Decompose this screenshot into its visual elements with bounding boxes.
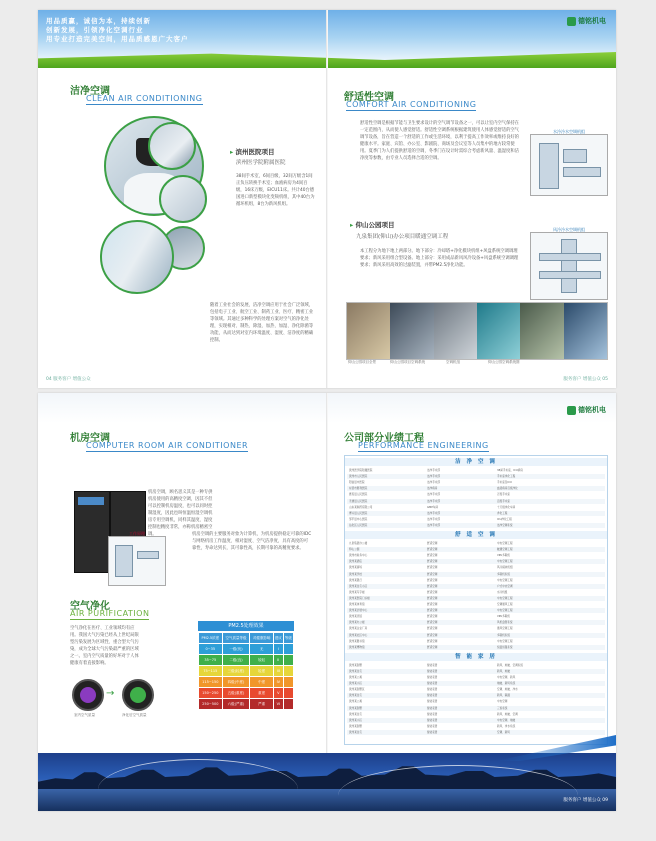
performance-cell: 十万级净化车间 xyxy=(497,505,516,509)
performance-cell: 洁净手术部 xyxy=(427,481,440,485)
diagram2-label: 风冷冷水空调机组 xyxy=(553,227,585,232)
performance-row xyxy=(347,572,605,577)
pm-cell: III xyxy=(273,666,283,677)
performance-cell: 滨州某学校 xyxy=(349,572,362,576)
pm-cell: 35~75 xyxy=(199,655,223,666)
performance-cell: 惠民县人民医院 xyxy=(349,493,368,497)
performance-cell: 中央空调 xyxy=(497,700,508,704)
performance-title: 公司部分业绩工程 xyxy=(344,433,424,444)
performance-cell: 智能家居 xyxy=(427,663,438,667)
performance-cell: 滨州某住宅 xyxy=(349,730,362,734)
pm-cell xyxy=(283,644,293,655)
performance-row xyxy=(347,639,605,644)
computer-room-title: 机房空调 xyxy=(70,433,110,444)
pm-header: 建议 xyxy=(273,633,283,644)
performance-cell: 邹平县中心医院 xyxy=(349,517,368,521)
arrow-right-icon: ▸ xyxy=(230,148,234,156)
pm-cell: 二级(良) xyxy=(222,655,250,666)
performance-cell: 智能家居 xyxy=(427,712,438,716)
performance-cell: 滨州某住宅 xyxy=(349,712,362,716)
performance-table xyxy=(344,455,608,745)
performance-cell: 滨州某酒店 xyxy=(349,560,362,564)
page-footer-09: 服务客户 增值公众 09 xyxy=(563,798,608,803)
photo-caption-4: 仰山公园空调系统图 xyxy=(488,360,520,364)
strip-photo-6 xyxy=(564,303,607,359)
performance-cell: 滨州某公寓 xyxy=(349,676,362,679)
corridor-photo xyxy=(100,220,174,294)
performance-cell: 舒适空调 xyxy=(427,603,438,606)
pm-cell: 一级(优) xyxy=(222,644,250,655)
performance-section-header: 洁 净 空 调 xyxy=(345,458,607,466)
performance-cell: 中央空调工程 xyxy=(497,560,513,564)
performance-cell: 风冷模块机组 xyxy=(497,566,513,570)
performance-cell: 空调、地暖、净水 xyxy=(497,688,518,692)
performance-title-en: PERFORMANCE ENGINEERING xyxy=(358,441,489,450)
spread-clean-comfort xyxy=(38,10,616,388)
performance-cell: 风机盘管系统 xyxy=(497,621,513,625)
air-purification-text: 空气净化在医疗、工业领域均有应用。我国大气污染已经从上世纪局限型污染发展为区域性、重合型大气污染，成为全球大气污染最严重的区域之一。室内空气质量的好坏对于人体健康有着直接影响。 xyxy=(70,626,139,666)
strip-photo-5 xyxy=(520,303,563,359)
photo-caption-2: 仰山公园项目空调系统 xyxy=(390,360,425,364)
performance-cell: 滨州某小区 xyxy=(349,682,362,686)
performance-row xyxy=(347,468,605,473)
performance-row xyxy=(347,614,605,619)
slogan-1: 用品质赢，诚信为本，持续创新 xyxy=(46,17,151,25)
performance-row xyxy=(347,517,605,522)
performance-cell: 万级手术室 xyxy=(497,493,510,497)
performance-cell: 新风、地暖、空调 xyxy=(497,712,518,716)
performance-row xyxy=(347,523,605,528)
performance-cell: 洁净手术部 xyxy=(427,469,440,472)
pm-cell: 严重 xyxy=(250,699,273,710)
page-footer-05: 服务客户 增值公众 05 xyxy=(563,377,608,382)
performance-cell: 洁净手术部 xyxy=(427,499,440,503)
logo-text: 德铭机电 xyxy=(578,17,606,25)
performance-cell: 智能家居 xyxy=(427,730,438,734)
indicator-good xyxy=(130,687,146,703)
computer-room-title-en: COMPUTER ROOM AIR CONDITIONER xyxy=(86,441,249,450)
company-logo xyxy=(567,16,606,26)
performance-cell: 舒适空调 xyxy=(427,548,438,552)
performance-cell: 洁净病房 xyxy=(427,487,438,491)
performance-cell: 洁净手术部 xyxy=(427,517,440,521)
performance-cell: 滨州某别墅区 xyxy=(349,688,365,692)
performance-cell: 暖通空调工程 xyxy=(497,548,513,552)
performance-cell: 中央空调工程 xyxy=(497,639,513,643)
pm-cell: 250~500 xyxy=(199,699,223,710)
performance-row xyxy=(347,633,605,638)
pm-cell: 六级(严重) xyxy=(222,699,250,710)
performance-cell: 空调、新风 xyxy=(497,730,510,734)
performance-cell: 舒适空调 xyxy=(427,542,438,545)
performance-cell: 舒适空调 xyxy=(427,615,438,619)
project-name-yangshan: 九泉集团(仰山)办公项目暖通空调工程 xyxy=(356,234,449,240)
performance-row xyxy=(347,730,605,735)
performance-cell: 通风空调工程 xyxy=(497,627,513,631)
performance-cell: 九泉集团办公楼 xyxy=(349,542,368,545)
diagram-tower xyxy=(539,143,559,189)
pm-row xyxy=(199,666,294,677)
performance-cell: 滨州某别墅 xyxy=(349,724,362,728)
performance-cell: 地暖、新风系统 xyxy=(497,682,516,686)
working-principle-diagram xyxy=(108,531,166,586)
performance-cell: 滨州某博物馆 xyxy=(349,645,365,649)
performance-cell: 滨州某别墅 xyxy=(349,706,362,710)
performance-cell: VRV多联机 xyxy=(497,554,510,558)
performance-cell: 滨州某住宅小区 xyxy=(349,584,368,588)
performance-cell: 智能家居 xyxy=(427,718,438,722)
clean-ac-intro: 随着工业社会的发展，洁净空调应用于社会广泛领域，包括电子工业、航空工业、制药工业、医疗、精密工业等领域。其通过多种科学的处理方案对空气的净化处理，实现相对、制热、除湿、加热、加湿、净化除菌等功能，从而达到对室内环境温度、湿度、洁净度的精确控制。 xyxy=(210,303,314,343)
performance-row xyxy=(347,505,605,510)
pm-row xyxy=(199,677,294,688)
pm-cell: 重度 xyxy=(250,688,273,699)
performance-cell: 新风、地暖、空调系统 xyxy=(497,663,523,667)
performance-cell: 新风、地暖 xyxy=(497,669,510,673)
pm-header: 等级 xyxy=(283,633,293,644)
pm-cell: VI xyxy=(273,699,283,710)
performance-cell: 洁净空调系统 xyxy=(497,523,513,527)
performance-cell: 智能家居 xyxy=(427,694,438,698)
performance-cell: 新风、净水系统 xyxy=(497,724,516,728)
performance-cell: 滨州某图书馆 xyxy=(349,639,365,643)
performance-cell: 智能家居 xyxy=(427,669,438,673)
company-logo-2 xyxy=(567,405,606,415)
pm-cell xyxy=(283,688,293,699)
pm-cell xyxy=(283,677,293,688)
performance-cell: 滨州市政务中心 xyxy=(349,554,368,558)
performance-cell: 滨州某住宅 xyxy=(349,694,362,698)
pm-cell xyxy=(283,655,293,666)
arrow-right-icon: → xyxy=(106,688,115,699)
performance-cell: 中央空调工程 xyxy=(497,578,513,582)
performance-cell: 博兴县人民医院 xyxy=(349,511,368,515)
performance-cell: 智能家居 xyxy=(427,676,438,679)
performance-row xyxy=(347,608,605,613)
performance-cell: 三恒系统 xyxy=(497,706,508,710)
pm-cell: 较轻 xyxy=(250,655,273,666)
performance-row xyxy=(347,712,605,717)
performance-row xyxy=(347,499,605,504)
performance-cell: 洁净手术部 xyxy=(427,511,440,515)
performance-cell: 滨州某宾馆 xyxy=(349,615,362,619)
pm-cell: 中度 xyxy=(250,677,273,688)
water-cooled-diagram xyxy=(530,129,608,196)
diagram-label: 工作原理 xyxy=(129,531,145,536)
performance-cell: 仰山公园 xyxy=(349,548,360,552)
performance-row xyxy=(347,541,605,546)
project-text-binzhou: 38间手术室，6间百级，32间万级含1间正负压转换手术室；血液病房为4间百级，16床万级，EICU11床。共计40台德国进口新型模块化变频机组，其中40台为循环机组，8台为新风机组。 xyxy=(236,174,315,207)
performance-row xyxy=(347,620,605,625)
pm-cell: 无 xyxy=(250,644,273,655)
project-text-yangshan: 本工程分为地下地上两部分。地下部分：冷却塔+净化模块机组+风盘系统空调调理要求；新风采用组合型设备。地上部分：采用成品新风风冷设备+风盘系统空调调理要求；新风采用高效的过滤装置，并带PM2.5净化功能。 xyxy=(360,249,519,268)
page-fold xyxy=(326,10,328,388)
performance-cell: 舒适空调 xyxy=(427,578,438,582)
computer-room-text-1: 机房空调，顾名思义其是一种专供机房使用的高精度空调，因其不但可以控制机房温度，也可以同时控制湿度，因此也叫恒温恒湿空调机房专用空调机，同样其温度、湿度控制也精度非常，亦称机房精密空调。 xyxy=(148,490,213,537)
cabinet-display xyxy=(78,497,104,505)
performance-cell: 净化工程 xyxy=(497,511,508,515)
pm25-title: PM2.5处理效果 xyxy=(198,621,294,631)
pm-cell: 四级(中度) xyxy=(222,677,250,688)
performance-row xyxy=(347,718,605,723)
photo-caption-1: 仰山公园项目全景 xyxy=(348,360,376,364)
performance-row xyxy=(347,663,605,668)
purifier-before xyxy=(72,679,104,711)
performance-cell: 滨州某写字楼 xyxy=(349,590,365,594)
computer-room-text-2: 机房空调的主要服务对象为计算机，为机房提供稳定可靠的IDC与网络机房工作温度、相对湿度、空气洁净度，具有高度的可靠性，寿命达到长，其可靠性高，长期可靠的高精度要求。 xyxy=(192,532,312,551)
performance-cell: 智能家居 xyxy=(427,700,438,704)
strip-photo-1 xyxy=(347,303,390,359)
diagram-riser xyxy=(561,239,577,293)
performance-cell: 舒适空调 xyxy=(427,645,438,649)
slogan-3: 用专业打造完美空间，用品质感恩广大客户 xyxy=(46,35,189,43)
comfort-ac-intro: 舒适性空调是根据节能与卫生要求设计的空气调节设备之一，可以让室内空气保持在一定范围内，从而使人感觉舒适。舒适性空调系统根据建筑使用人体感觉舒适的空气调节设备，旨在营造一个舒适的工作或生活环境，以利于提高工作效率或维持良好的健康水平。家庭、宾馆、办公室、影剧院、商场及会议室等人员集中的地方较常使用。夏季门为人们提供舒适的空调，冬季门在设计时需综合考虑新风量、温湿度和洁净度等参数，由专业人员选择合适的空调。 xyxy=(360,121,519,161)
performance-cell: 滨州某商场 xyxy=(349,566,362,570)
performance-row xyxy=(347,584,605,589)
performance-row xyxy=(347,492,605,497)
pm-row xyxy=(199,655,294,666)
pm25-table xyxy=(198,632,294,710)
performance-cell: 滨州某别墅 xyxy=(349,663,362,667)
performance-row xyxy=(347,547,605,552)
pm-cell: 75~115 xyxy=(199,666,223,677)
performance-cell: 舒适空调 xyxy=(427,609,438,613)
pm-cell: 115~150 xyxy=(199,677,223,688)
performance-cell: 中央空调、新风 xyxy=(497,676,516,679)
principle-unit xyxy=(115,545,133,577)
performance-cell: 滨州某银行 xyxy=(349,578,362,582)
project-name-binzhou: 滨州医学院附属医院 xyxy=(236,160,286,166)
hospital-photo-1 xyxy=(148,122,196,170)
performance-section-header: 舒 适 空 调 xyxy=(345,531,607,539)
performance-cell: 智能家居 xyxy=(427,706,438,710)
performance-cell: 中央空调工程 xyxy=(497,542,513,545)
before-label: 室内空气质量 xyxy=(74,713,95,717)
strip-photo-3 xyxy=(434,303,477,359)
clean-ac-title-en: CLEAN AIR CONDITIONING xyxy=(86,94,203,103)
performance-cell: 38间手术室，ICU病房 xyxy=(497,469,523,472)
performance-cell: 智能家居 xyxy=(427,724,438,728)
performance-row xyxy=(347,724,605,729)
performance-cell: 阳信县中医院 xyxy=(349,481,365,485)
pm-cell: 三级(轻度) xyxy=(222,666,250,677)
performance-cell: 沾化区人民医院 xyxy=(349,523,368,527)
performance-cell: 滨州某社区中心 xyxy=(349,633,368,637)
performance-cell: 滨州某会展中心 xyxy=(349,609,368,613)
performance-cell: 多联机系统 xyxy=(497,633,510,637)
air-purification-title: 空气净化 xyxy=(70,601,110,612)
performance-row xyxy=(347,590,605,595)
pm-cell: 150~250 xyxy=(199,688,223,699)
air-purification-title-en: AIR PURIFICATION xyxy=(70,609,150,618)
performance-cell: 多联机系统 xyxy=(497,572,510,576)
performance-cell: 舒适空调 xyxy=(427,596,438,600)
after-label: 净化后空气质量 xyxy=(122,713,147,717)
diagram-unit xyxy=(563,149,587,163)
diagram1-label: 水冷冷水空调机组 xyxy=(553,129,585,134)
performance-row xyxy=(347,602,605,607)
strip-photo-4 xyxy=(477,303,520,359)
pm-cell xyxy=(283,699,293,710)
performance-cell: 无棣县人民医院 xyxy=(349,499,368,503)
performance-cell: 新风、除湿 xyxy=(497,694,510,698)
slogan-2: 创新发展，引领净化空调行业 xyxy=(46,26,144,34)
performance-cell: 智能家居 xyxy=(427,682,438,686)
performance-cell: 舒适空调 xyxy=(427,560,438,564)
performance-cell: 中央空调工程 xyxy=(497,609,513,613)
performance-cell: 百级手术室 xyxy=(497,499,510,503)
pm-header: PM2.5浓度 xyxy=(199,633,223,644)
performance-cell: 手术室及ICU xyxy=(497,481,512,485)
performance-cell: 滨州某企业厂房 xyxy=(349,627,368,631)
performance-cell: 空调通风工程 xyxy=(497,603,513,606)
performance-row xyxy=(347,669,605,674)
performance-cell: 滨州某体育馆 xyxy=(349,603,365,606)
performance-section-header: 智 能 家 居 xyxy=(345,653,607,661)
logo-text: 德铭机电 xyxy=(578,406,606,414)
performance-cell: 舒适空调 xyxy=(427,554,438,558)
light-arc xyxy=(98,759,298,811)
comfort-ac-title: 舒适性空调 xyxy=(344,92,394,103)
performance-cell: 山东某制药有限公司 xyxy=(349,505,373,509)
performance-cell: 洁净手术部 xyxy=(427,475,440,479)
pm-cell: 0~35 xyxy=(199,644,223,655)
performance-row xyxy=(347,565,605,570)
performance-cell: 滨州市人民医院 xyxy=(349,475,368,479)
performance-cell: 户式中央空调 xyxy=(497,584,513,588)
performance-row xyxy=(347,553,605,558)
purifier-after xyxy=(122,679,154,711)
performance-row xyxy=(347,645,605,650)
performance-cell: 血液病房百级净化 xyxy=(497,487,518,491)
performance-cell: 中央空调工程 xyxy=(497,596,513,600)
performance-cell: 滨州某办公楼 xyxy=(349,621,365,625)
performance-cell: 舒适空调 xyxy=(427,621,438,625)
performance-row xyxy=(347,681,605,686)
page-footer-04: 04 服务客户 增值公众 xyxy=(46,377,91,382)
pm-cell xyxy=(283,666,293,677)
air-cooled-diagram xyxy=(530,227,608,300)
performance-row xyxy=(347,486,605,491)
logo-icon xyxy=(567,17,576,26)
performance-cell: 舒适空调 xyxy=(427,584,438,588)
pm-cell: 轻度 xyxy=(250,666,273,677)
performance-cell: 滨州某小区 xyxy=(349,718,362,722)
performance-row xyxy=(347,687,605,692)
pm-cell: V xyxy=(273,688,283,699)
pm-cell: 五级(重度) xyxy=(222,688,250,699)
performance-cell: 恒温恒湿系统 xyxy=(497,645,513,649)
pm-header: 空气质量等级 xyxy=(222,633,250,644)
performance-row xyxy=(347,626,605,631)
performance-row xyxy=(347,474,605,479)
performance-cell: 舒适空调 xyxy=(427,627,438,631)
pm-row xyxy=(199,644,294,655)
performance-cell: 舒适空调 xyxy=(427,566,438,570)
performance-cell: 滨州医学院附属医院 xyxy=(349,469,373,472)
performance-cell: 中央空调、地暖 xyxy=(497,718,516,722)
clean-ac-title: 洁净空调 xyxy=(70,86,110,97)
project-label-yangshan: ▸ 仰山公园项目 xyxy=(350,221,395,229)
photo-strip xyxy=(346,302,608,360)
pm-header: 对健康影响 xyxy=(250,633,273,644)
performance-cell: 洁净手术部 xyxy=(427,493,440,497)
performance-row xyxy=(347,511,605,516)
performance-cell: 智能家居 xyxy=(427,688,438,692)
pm-cell: II xyxy=(273,655,283,666)
performance-row xyxy=(347,693,605,698)
diagram-branch-1 xyxy=(539,253,601,261)
page-fold xyxy=(326,393,328,811)
performance-cell: VRV多联机 xyxy=(497,615,510,619)
performance-row xyxy=(347,699,605,704)
performance-cell: 水冷机组 xyxy=(497,590,508,594)
spread-computer-performance xyxy=(38,393,616,811)
arrow-right-icon: ▸ xyxy=(350,221,354,229)
performance-cell: 东营市胜利医院 xyxy=(349,487,368,491)
city-skyline xyxy=(38,753,616,811)
diagram-branch-2 xyxy=(539,271,601,279)
project-label-binzhou: ▸ 滨州医院项目 xyxy=(230,148,275,156)
performance-cell: 舒适空调 xyxy=(427,572,438,576)
hospital-photo-2 xyxy=(159,175,207,223)
performance-row xyxy=(347,480,605,485)
performance-cell: 滨州某住宅 xyxy=(349,669,362,673)
diagram-pipe xyxy=(563,167,601,177)
performance-row xyxy=(347,675,605,680)
performance-cell: 滨州某医院门诊楼 xyxy=(349,596,370,600)
strip-photo-2 xyxy=(390,303,433,359)
performance-row xyxy=(347,706,605,711)
performance-row xyxy=(347,596,605,601)
performance-cell: ICU净化工程 xyxy=(497,517,512,521)
performance-cell: GMP车间 xyxy=(427,505,438,509)
pm-row xyxy=(199,688,294,699)
photo-caption-3: 空调机组 xyxy=(446,360,460,364)
principle-pipe xyxy=(137,551,159,559)
performance-row xyxy=(347,578,605,583)
pm-cell: I xyxy=(273,644,283,655)
performance-cell: 洁净手术部 xyxy=(427,523,440,527)
performance-row xyxy=(347,559,605,564)
logo-icon xyxy=(567,406,576,415)
performance-cell: 手术室净化工程 xyxy=(497,475,516,479)
performance-cell: 舒适空调 xyxy=(427,590,438,594)
pm-row xyxy=(199,699,294,710)
performance-cell: 舒适空调 xyxy=(427,639,438,643)
comfort-ac-title-en: COMFORT AIR CONDITIONING xyxy=(346,100,477,109)
performance-cell: 舒适空调 xyxy=(427,633,438,637)
performance-cell: 滨州某公寓 xyxy=(349,700,362,704)
indicator-bad xyxy=(80,687,96,703)
pm-cell: IV xyxy=(273,677,283,688)
